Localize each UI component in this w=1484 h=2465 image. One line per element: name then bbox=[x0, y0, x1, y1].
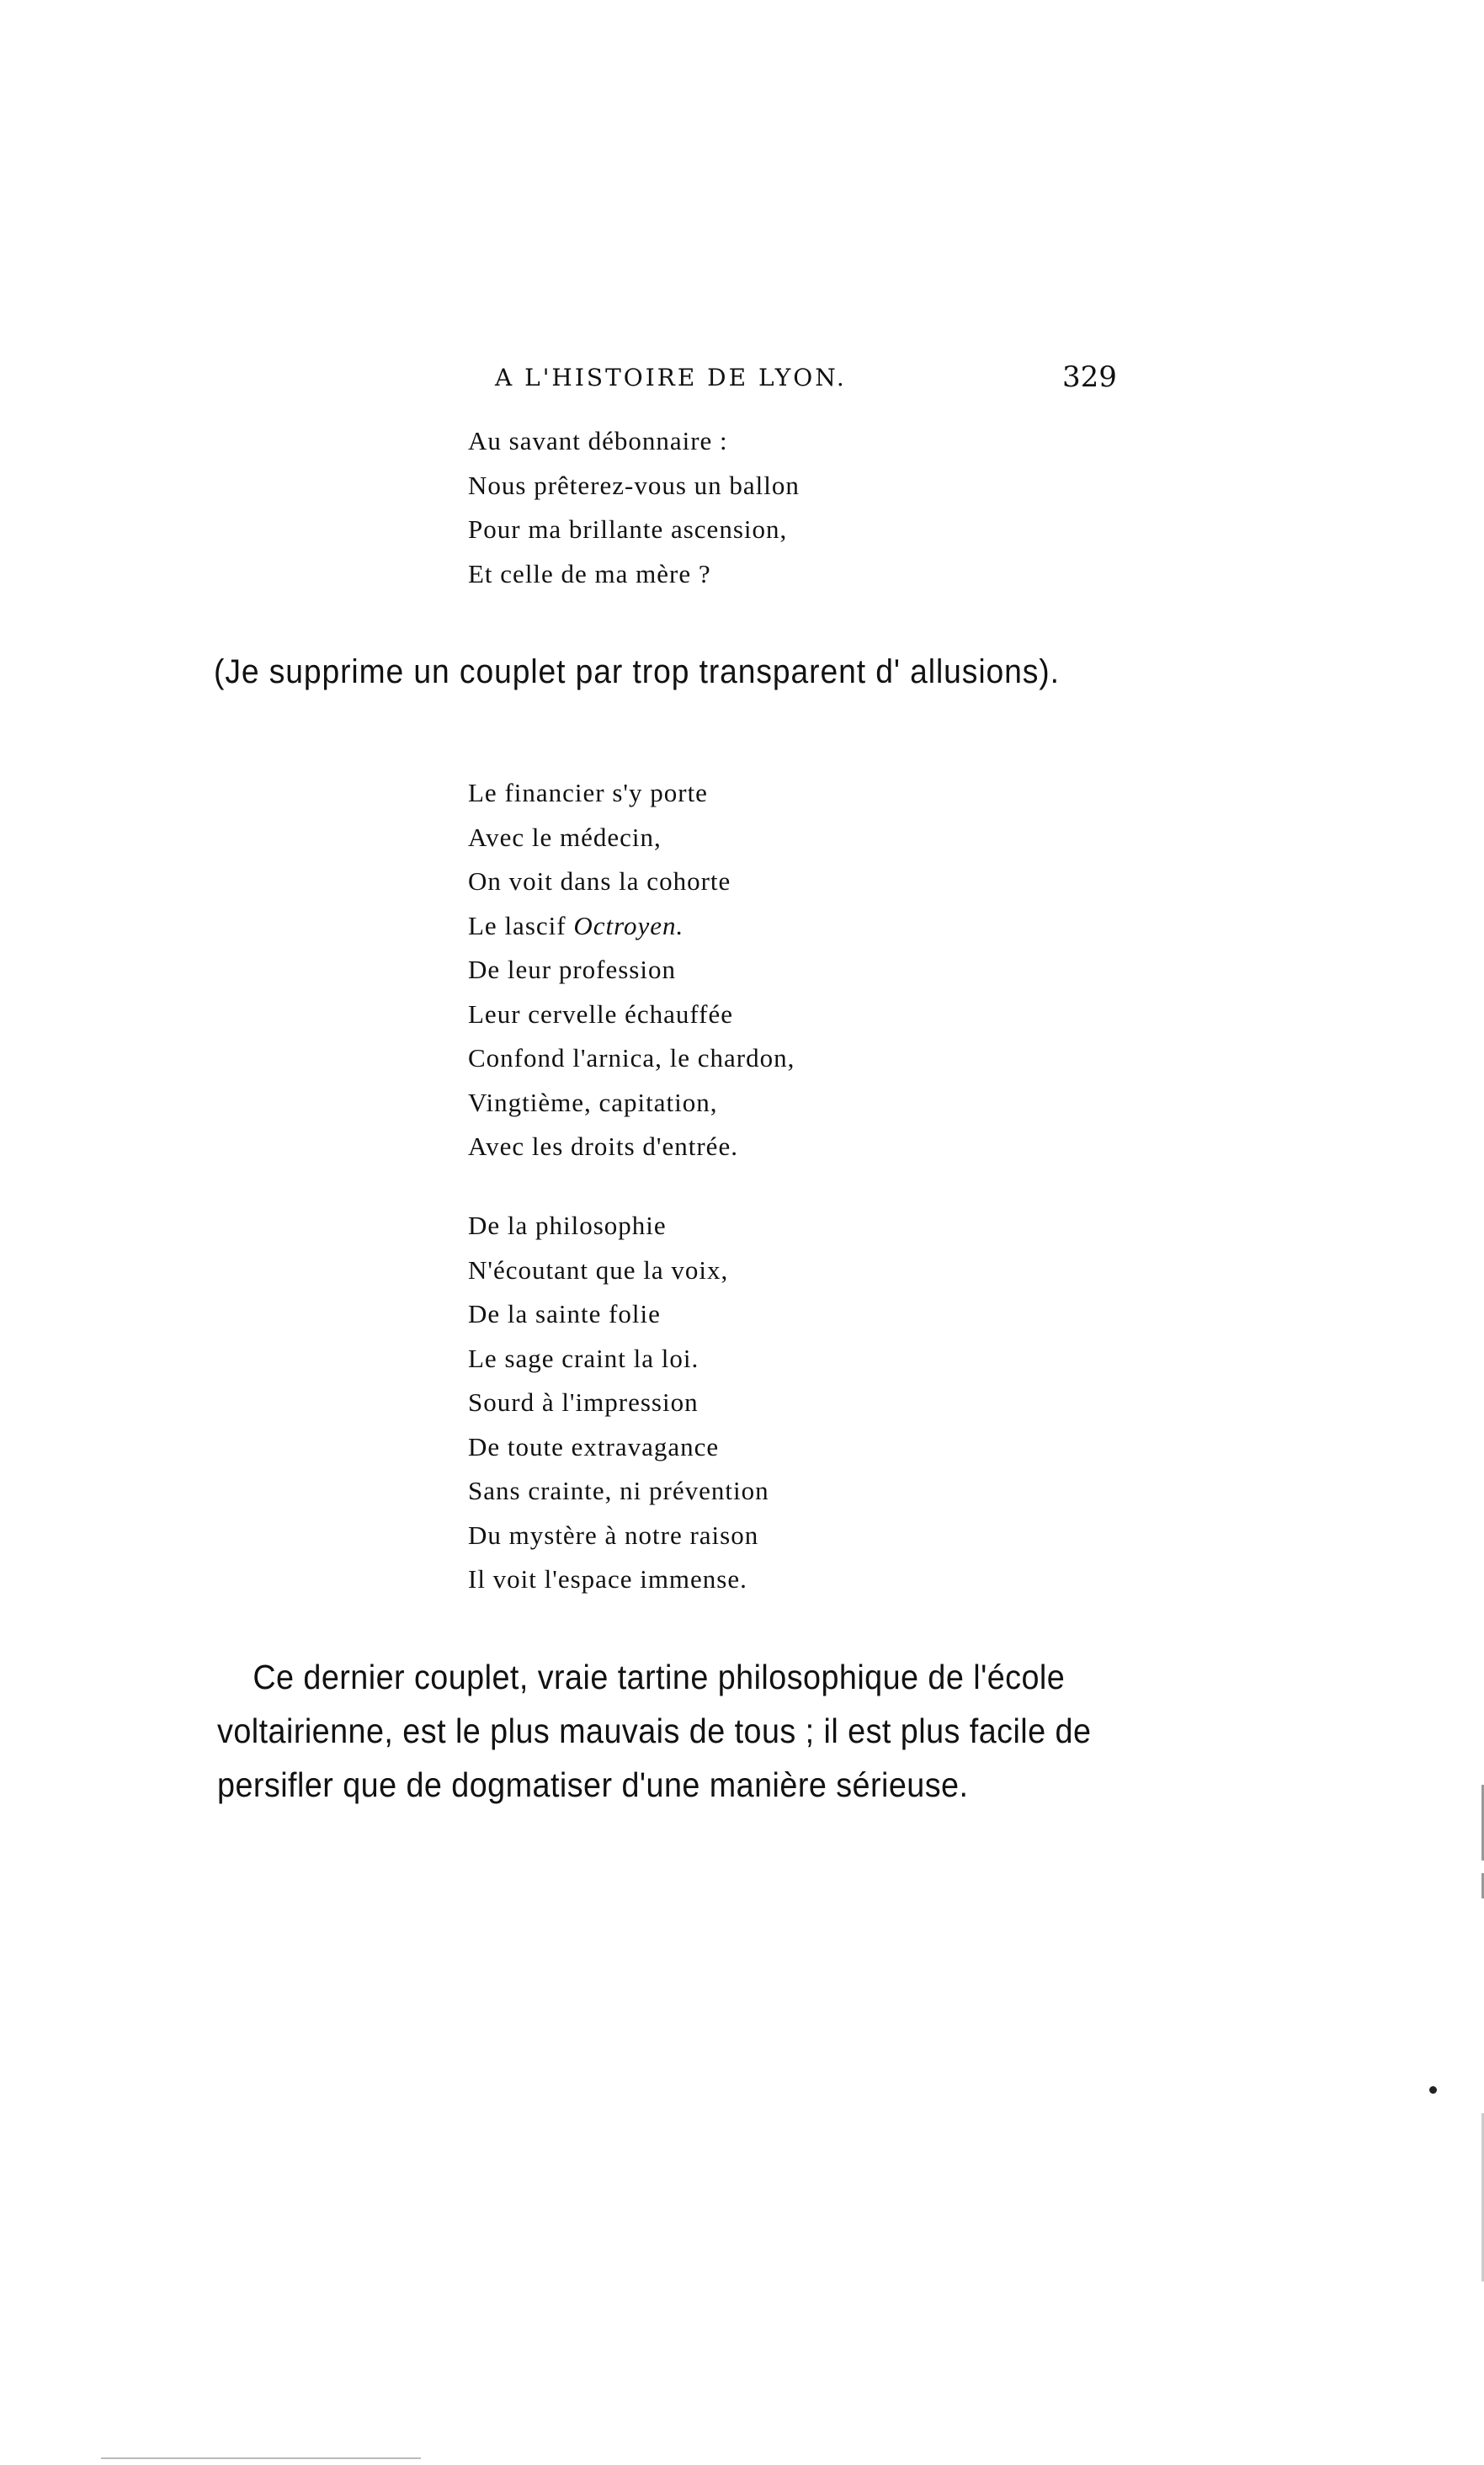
verse-line: Vingtième, capitation, bbox=[468, 1087, 718, 1117]
verse-line: De toute extravagance bbox=[468, 1431, 720, 1461]
verse-line: Pour ma brillante ascension, bbox=[468, 514, 788, 544]
verse-line: Nous prêterez-vous un ballon bbox=[468, 470, 800, 500]
verse-stanza-2 bbox=[468, 771, 795, 1169]
verse-line-with-italic bbox=[468, 904, 795, 949]
verse-stanza-1 bbox=[468, 419, 800, 596]
verse-line: Sourd à l'impression bbox=[468, 1387, 699, 1417]
verse-line: Confond l'arnica, le chardon, bbox=[468, 1043, 795, 1073]
verse-line: Sans crainte, ni prévention bbox=[468, 1476, 769, 1505]
verse-line: Au savant débonnaire : bbox=[468, 426, 728, 455]
verse-line: Avec les droits d'entrée. bbox=[468, 1131, 738, 1161]
scan-dot bbox=[1429, 2086, 1437, 2094]
verse-line: Le sage craint la loi. bbox=[468, 1343, 699, 1373]
verse-line: De la philosophie bbox=[468, 1211, 667, 1240]
commentary-paragraph bbox=[217, 1650, 1093, 1812]
commentary-line: persifler que de dogmatiser d'une manière sérieuse. bbox=[217, 1765, 969, 1804]
verse-line: N'écoutant que la voix, bbox=[468, 1254, 729, 1285]
verse-line: Et celle de ma mère ? bbox=[468, 558, 711, 588]
verse-line: De la sainte folie bbox=[468, 1299, 661, 1328]
verse-line: Du mystère à notre raison bbox=[468, 1520, 759, 1550]
running-title: A L'HISTOIRE DE LYON. bbox=[495, 364, 847, 391]
verse-line: De leur profession bbox=[468, 955, 676, 984]
verse-line: Leur cervelle échauffée bbox=[468, 998, 733, 1029]
commentary-line: Ce dernier couplet, vraie tartine philosophique de l'école bbox=[253, 1658, 1066, 1696]
editorial-note: (Je supprime un couplet par trop transparent d' allusions). bbox=[214, 653, 1060, 690]
verse-line: Il voit l'espace immense. bbox=[468, 1564, 747, 1594]
scan-bottom-rule bbox=[101, 2457, 421, 2459]
italic-word: Octroyen. bbox=[573, 910, 684, 940]
verse-line: Le financier s'y porte bbox=[468, 778, 708, 807]
commentary-line: voltairienne, est le plus mauvais de tous ; il est plus facile de bbox=[217, 1712, 1092, 1750]
page-number: 329 bbox=[1062, 360, 1117, 394]
verse-line: On voit dans la cohorte bbox=[468, 866, 731, 896]
verse-line: Avec le médecin, bbox=[468, 822, 662, 852]
verse-line-prefix: Le lascif bbox=[468, 910, 574, 940]
verse-stanza-3 bbox=[468, 1204, 769, 1602]
